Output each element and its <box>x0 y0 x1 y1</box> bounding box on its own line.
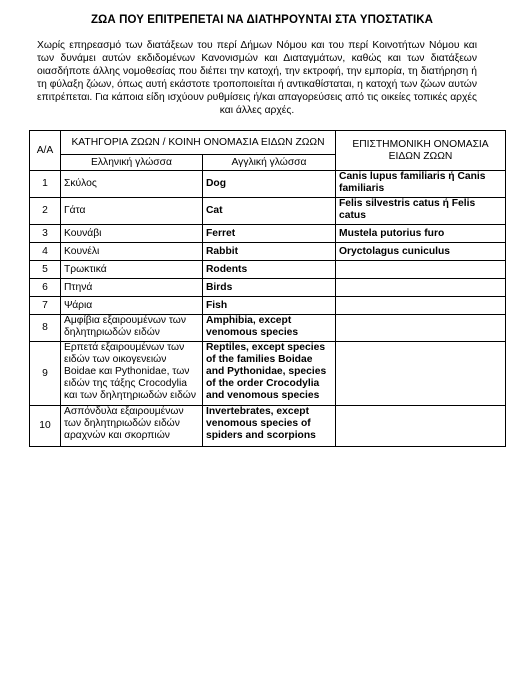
row-greek: Γάτα <box>61 198 203 225</box>
row-scientific <box>336 261 506 279</box>
row-greek: Ασπόνδυλα εξαιρουμένων των δηλητηριωδών ειδών αραχνών και σκορπιών <box>61 406 203 447</box>
row-english: Cat <box>203 198 336 225</box>
row-greek: Αμφίβια εξαιρουμένων των δηλητηριωδών ειδών <box>61 315 203 342</box>
header-english: Αγγλική γλώσσα <box>203 155 336 171</box>
row-greek: Ψάρια <box>61 297 203 315</box>
header-greek: Ελληνική γλώσσα <box>61 155 203 171</box>
row-greek: Κουνάβι <box>61 225 203 243</box>
row-greek: Ερπετά εξαιρουμένων των ειδών των οικογενειών Boidae και Pythonidae, των ειδών της τάξης Crocodylia και των δηλητηριωδών ειδών <box>61 342 203 406</box>
row-num: 7 <box>30 297 61 315</box>
row-greek: Κουνέλι <box>61 243 203 261</box>
row-num: 4 <box>30 243 61 261</box>
table-row <box>30 243 506 261</box>
row-english: Fish <box>203 297 336 315</box>
row-english: Rodents <box>203 261 336 279</box>
intro-paragraph <box>37 39 477 117</box>
row-english: Invertebrates, except venomous species of spiders and scorpions <box>203 406 336 447</box>
row-english: Amphibia, except venomous species <box>203 315 336 342</box>
row-greek: Σκύλος <box>61 171 203 198</box>
row-num: 10 <box>30 406 61 447</box>
row-english: Dog <box>203 171 336 198</box>
row-scientific <box>336 279 506 297</box>
row-greek: Πτηνά <box>61 279 203 297</box>
row-scientific <box>336 406 506 447</box>
table-row <box>30 297 506 315</box>
row-english: Rabbit <box>203 243 336 261</box>
intro-text: Χωρίς επηρεασμό των διατάξεων του περί Δήμων Νόμου και του περί Κοινοτήτων Νόμου και των δυνάμει αυτών εκδιδομένων Κανονισμών και Διαταγμάτων, καθώς και των διατάξεων οιασδήποτε άλλης νομοθεσίας που διέπει την κατοχή, την εκτροφή, την εμπορία, τη διατήρηση ή τη φύλαξη ζώων, όπως αυτή εκάστοτε τροποποιείται ή αντικαθίσταται, η κατοχή των ζώων αυτών επιτρέπεται. Για κάποια είδη ισχύουν ρυθμίσεις ή/και απαγορεύσεις από τις οικείες τοπικές αρχές και άλλες αρχές. <box>37 40 477 116</box>
table-row <box>30 261 506 279</box>
row-scientific: Oryctolagus cuniculus <box>336 243 506 261</box>
row-scientific: Canis lupus familiaris ή Canis familiaris <box>336 171 506 198</box>
animals-table <box>29 130 506 447</box>
row-english: Reptiles, except species of the families Boidae and Pythonidae, species of the order Crocodylia and venomous species <box>203 342 336 406</box>
table-row <box>30 198 506 225</box>
table-row <box>30 171 506 198</box>
header-num: Α/Α <box>30 131 61 171</box>
row-num: 5 <box>30 261 61 279</box>
row-num: 3 <box>30 225 61 243</box>
row-english: Birds <box>203 279 336 297</box>
header-category: ΚΑΤΗΓΟΡΙΑ ΖΩΩΝ / ΚΟΙΝΗ ΟΝΟΜΑΣΙΑ ΕΙΔΩΝ ΖΩΩΝ <box>61 131 336 155</box>
header-scientific: ΕΠΙΣΤΗΜΟΝΙΚΗ ΟΝΟΜΑΣΙΑ ΕΙΔΩΝ ΖΩΩΝ <box>336 131 506 171</box>
table-row <box>30 279 506 297</box>
table-row <box>30 225 506 243</box>
row-scientific <box>336 297 506 315</box>
table-row <box>30 406 506 447</box>
table-row <box>30 342 506 406</box>
row-english: Ferret <box>203 225 336 243</box>
row-scientific <box>336 315 506 342</box>
table-row <box>30 315 506 342</box>
row-num: 8 <box>30 315 61 342</box>
page-title: ΖΩΑ ΠΟΥ ΕΠΙΤΡΕΠΕΤΑΙ ΝΑ ΔΙΑΤΗΡΟΥΝΤΑΙ ΣΤΑ ΥΠΟΣΤΑΤΙΚΑ <box>90 14 434 26</box>
row-greek: Τρωκτικά <box>61 261 203 279</box>
row-num: 2 <box>30 198 61 225</box>
row-num: 9 <box>30 342 61 406</box>
row-scientific <box>336 342 506 406</box>
row-num: 1 <box>30 171 61 198</box>
row-num: 6 <box>30 279 61 297</box>
row-scientific: Felis silvestris catus ή Felis catus <box>336 198 506 225</box>
row-scientific: Mustela putorius furo <box>336 225 506 243</box>
